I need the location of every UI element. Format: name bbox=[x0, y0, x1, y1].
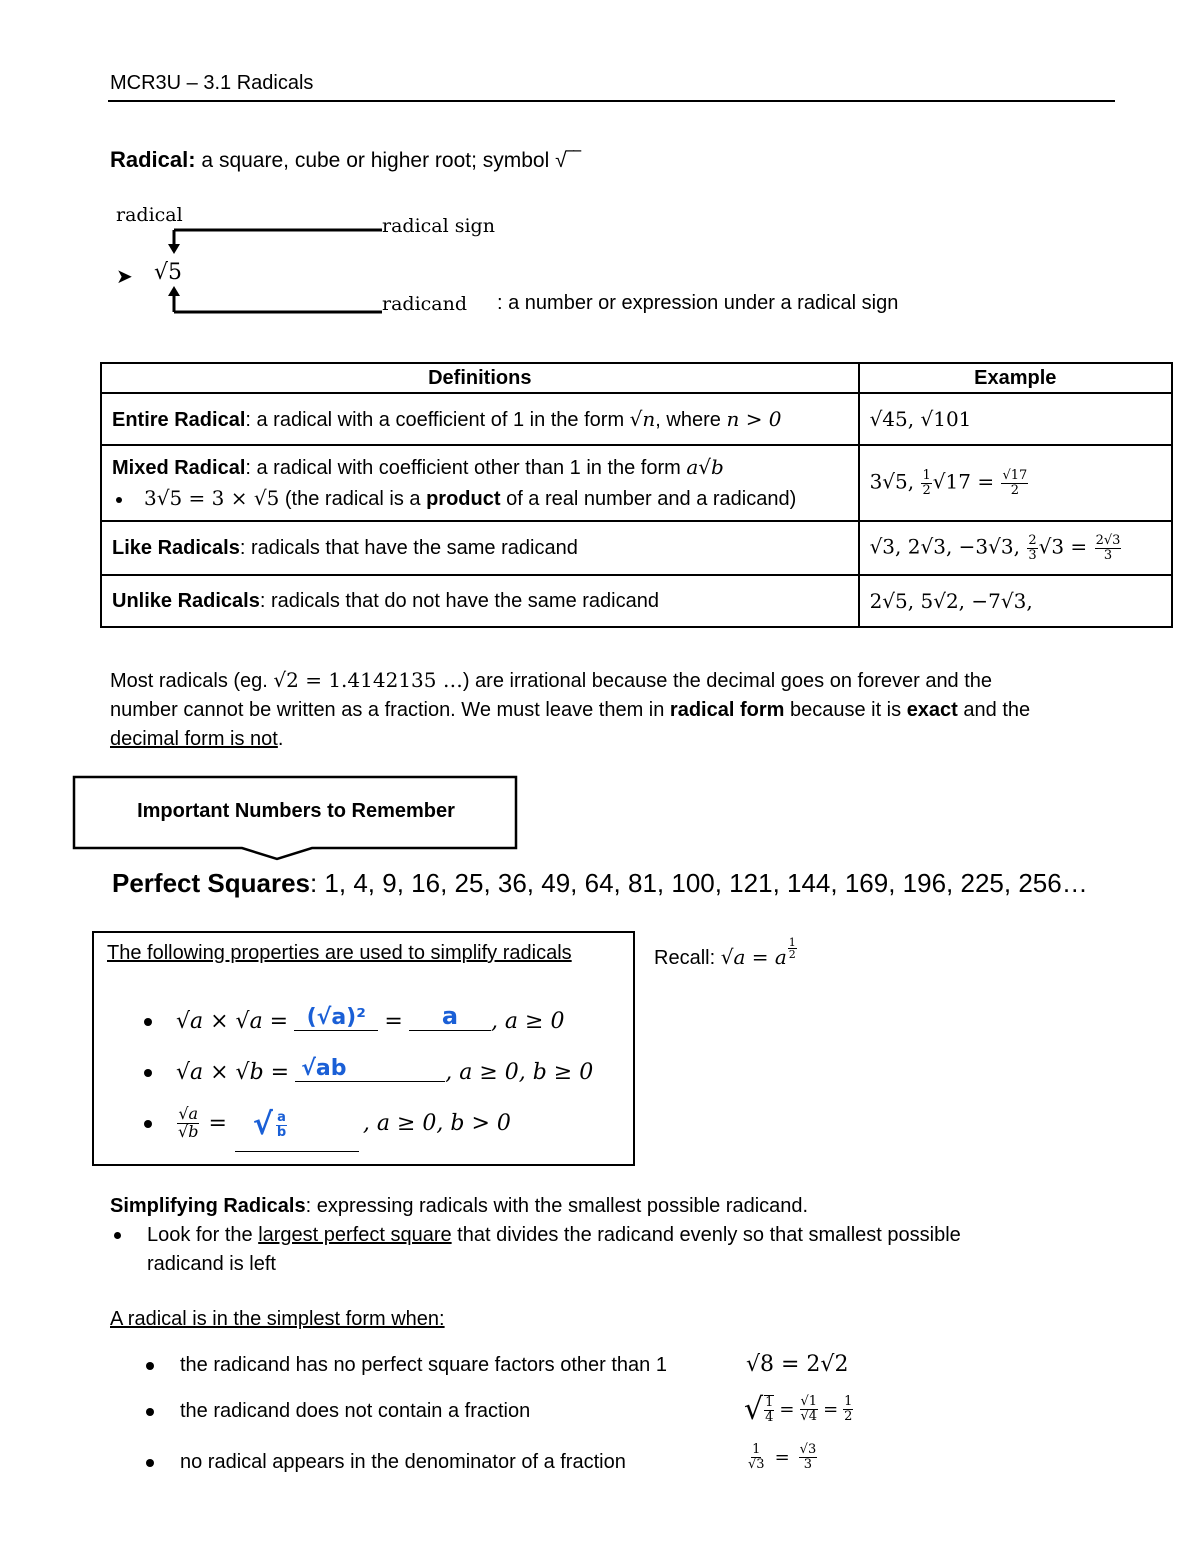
row-term: Entire Radical bbox=[112, 408, 246, 431]
row-example bbox=[859, 521, 1172, 575]
frac-num: 2√3 bbox=[1095, 532, 1121, 548]
property-eq: = bbox=[208, 1111, 227, 1136]
row-formula: √n bbox=[629, 406, 656, 431]
simplest-item-text: the radicand has no perfect square factors other than 1 bbox=[180, 1354, 667, 1376]
bullet-icon bbox=[146, 1459, 154, 1467]
frac-num: 2 bbox=[1028, 532, 1037, 548]
recall-label: Recall: bbox=[654, 947, 721, 969]
property-lhs: √a × √a = bbox=[176, 1009, 289, 1034]
perfect-squares-values: : 1, 4, 9, 16, 25, 36, 49, 64, 81, 100, 121, 144, 169, 196, 225, 256… bbox=[309, 868, 1088, 898]
recall bbox=[654, 935, 798, 971]
frac-den: √3 bbox=[748, 1456, 765, 1472]
property-cond: , a ≥ 0, b ≥ 0 bbox=[445, 1060, 594, 1085]
frac-den: 2 bbox=[844, 1409, 853, 1424]
handwritten-answer: (√a)² bbox=[306, 1005, 366, 1030]
frac-num: 1 bbox=[765, 1394, 774, 1410]
fraction bbox=[747, 1443, 766, 1471]
bullet-icon bbox=[146, 1362, 154, 1370]
row-term: Like Radicals bbox=[112, 536, 240, 559]
simplifying-desc: : expressing radicals with the smallest possible radicand. bbox=[305, 1195, 809, 1217]
radical-desc: a square, cube or higher root; symbol √‾‾ bbox=[195, 149, 581, 172]
fraction bbox=[764, 1395, 774, 1424]
fraction bbox=[1095, 534, 1122, 562]
para-text: Most radicals (eg. bbox=[110, 670, 274, 692]
table-row bbox=[101, 575, 1172, 627]
para-text: because it is bbox=[784, 699, 907, 721]
bullet-icon bbox=[116, 497, 122, 503]
frac-den: 2 bbox=[788, 948, 796, 962]
simplest-item-text: the radicand does not contain a fraction bbox=[180, 1400, 531, 1422]
frac-num: 1 bbox=[844, 1394, 853, 1410]
callout-label: Important Numbers to Remember bbox=[137, 800, 455, 822]
perfect-squares-label: Perfect Squares bbox=[112, 868, 310, 898]
properties-title: The following properties are used to simplify radicals bbox=[107, 942, 572, 964]
simplest-item bbox=[146, 1400, 530, 1423]
row-desc2: , where bbox=[655, 408, 727, 431]
simplest-heading: A radical is in the simplest form when: bbox=[110, 1308, 445, 1330]
para-text: ) are irrational because the decimal goes on forever and the bbox=[462, 670, 993, 692]
label-radicand: radicand bbox=[382, 293, 468, 315]
row-desc: : radicals that have the same radicand bbox=[239, 536, 578, 559]
para-text: number cannot be written as a fraction. We must leave them in bbox=[110, 699, 670, 721]
simplest-example-3: $\frac{1}{√3}$ = $\frac{√3}{3}$ bbox=[748, 1442, 817, 1472]
frac-num: √a bbox=[178, 1104, 199, 1124]
fraction bbox=[800, 1395, 819, 1423]
table-row bbox=[101, 445, 1172, 521]
radical-sign-icon: √ bbox=[744, 1392, 764, 1427]
simplifying-text: radicand is left bbox=[147, 1253, 276, 1275]
frac-den: 2 bbox=[922, 482, 931, 498]
example-part: √3, 2√3, −3√3, bbox=[869, 534, 1020, 559]
definitions-table bbox=[100, 362, 1173, 628]
frac-den: 4 bbox=[765, 1409, 774, 1425]
handwritten-fraction bbox=[276, 1111, 287, 1139]
row-example bbox=[859, 445, 1172, 521]
simplest-item bbox=[146, 1451, 626, 1474]
frac-den: 3 bbox=[1028, 547, 1037, 563]
para-bold: exact bbox=[906, 699, 958, 721]
simplifying-underline: largest perfect square bbox=[258, 1224, 452, 1246]
bullet-icon bbox=[114, 1232, 121, 1239]
frac-den: √b bbox=[178, 1122, 199, 1141]
simplifying-text: Look for the bbox=[147, 1224, 259, 1246]
bullet-icon bbox=[144, 1018, 152, 1026]
simplifying-section bbox=[110, 1192, 961, 1279]
row-bullet-text: (the radical is a bbox=[279, 488, 427, 510]
perfect-squares bbox=[112, 868, 1088, 899]
recall-exponent bbox=[788, 937, 797, 961]
simplest-item bbox=[146, 1354, 667, 1377]
handwritten-answer: √ bbox=[252, 1107, 273, 1142]
simplifying-text: that divides the radicand evenly so that smallest possible bbox=[451, 1224, 961, 1246]
col-definitions: Definitions bbox=[101, 363, 859, 393]
bullet-icon bbox=[146, 1408, 154, 1416]
row-formula: a√b bbox=[686, 455, 724, 479]
simplest-item-text: no radical appears in the denominator of a fraction bbox=[180, 1451, 626, 1473]
frac-num: 1 bbox=[788, 935, 796, 949]
property-eq: = bbox=[384, 1009, 403, 1034]
fraction bbox=[1001, 469, 1028, 497]
radical-diagram-arrows bbox=[160, 222, 385, 317]
row-desc: : radicals that do not have the same radicand bbox=[259, 589, 659, 612]
example-part: 3√5, bbox=[869, 469, 915, 494]
row-bullet-text2: of a real number and a radicand) bbox=[500, 488, 797, 510]
fraction bbox=[843, 1395, 853, 1423]
recall-math: √a = a bbox=[720, 945, 787, 969]
row-term: Mixed Radical bbox=[112, 457, 246, 479]
table-row bbox=[101, 521, 1172, 575]
property-1 bbox=[144, 1002, 565, 1035]
row-desc: : a radical with coefficient other than 1 in the form bbox=[245, 457, 687, 479]
frac-num: 1 bbox=[922, 467, 931, 483]
row-example: 2√5, 5√2, −7√3, bbox=[859, 575, 1172, 627]
frac-num: √1 bbox=[800, 1394, 818, 1410]
frac-num: a bbox=[277, 1110, 286, 1125]
property-cond: , a ≥ 0 bbox=[490, 1009, 565, 1034]
row-desc: : a radical with a coefficient of 1 in the form bbox=[245, 408, 630, 431]
handwritten-answer: √ab bbox=[301, 1056, 347, 1081]
frac-den: 2 bbox=[1010, 482, 1019, 498]
para-text: . bbox=[277, 728, 284, 750]
property-2 bbox=[144, 1056, 594, 1086]
radicand-definition: : a number or expression under a radical sign bbox=[497, 292, 899, 314]
answer-blank bbox=[235, 1107, 359, 1152]
handwritten-answer: a bbox=[441, 1002, 459, 1030]
row-term: Unlike Radicals bbox=[112, 589, 260, 612]
example-part: √17 = bbox=[932, 469, 995, 494]
bullet-icon bbox=[144, 1120, 152, 1128]
row-cond: n > 0 bbox=[726, 406, 782, 431]
para-bold: radical form bbox=[669, 699, 785, 721]
frac-num: 1 bbox=[752, 1442, 761, 1457]
fraction bbox=[799, 1443, 818, 1471]
para-math: √2 = 1.4142135 … bbox=[273, 668, 463, 692]
col-example: Example bbox=[859, 363, 1172, 393]
frac-den: b bbox=[276, 1124, 287, 1140]
label-radical-sign: radical sign bbox=[382, 215, 495, 237]
frac-num: √3 bbox=[799, 1442, 817, 1457]
irrational-paragraph bbox=[110, 666, 1130, 754]
arrow-bullet-icon: ➤ bbox=[116, 266, 133, 288]
row-bullet-math: 3√5 = 3 × √5 bbox=[144, 486, 280, 510]
fraction bbox=[1027, 534, 1037, 562]
page-title: MCR3U – 3.1 Radicals bbox=[110, 72, 314, 94]
table-row bbox=[101, 393, 1172, 445]
bullet-icon bbox=[144, 1069, 152, 1077]
property-lhs: √a × √b = bbox=[176, 1060, 290, 1085]
simplest-example-1: √8 = 2√2 bbox=[746, 1352, 849, 1377]
radical-example: √5 bbox=[154, 260, 183, 285]
frac-den: 3 bbox=[1103, 547, 1113, 563]
row-bullet-bold: product bbox=[426, 488, 501, 510]
frac-den: 3 bbox=[803, 1456, 813, 1472]
simplest-example-2: √ $\frac{1}{4}$ = $\frac{√1}{√4}$ = $\frac{1}{2}$ bbox=[744, 1392, 853, 1427]
para-underline: decimal form is not bbox=[110, 728, 278, 750]
property-cond: , a ≥ 0, b > 0 bbox=[362, 1111, 511, 1136]
header-rule bbox=[108, 100, 1115, 102]
fraction bbox=[921, 469, 931, 497]
example-part: √3 = bbox=[1038, 534, 1088, 559]
radical-definition bbox=[110, 147, 581, 173]
simplifying-term: Simplifying Radicals bbox=[110, 1195, 306, 1217]
para-text: and the bbox=[957, 699, 1031, 721]
label-radical: radical bbox=[116, 204, 183, 226]
frac-num: √17 bbox=[1002, 467, 1028, 483]
radical-term: Radical: bbox=[110, 147, 196, 172]
row-example: √45, √101 bbox=[859, 393, 1172, 445]
property-3 bbox=[144, 1103, 511, 1144]
frac-den: √4 bbox=[800, 1409, 818, 1424]
fraction bbox=[177, 1106, 199, 1141]
